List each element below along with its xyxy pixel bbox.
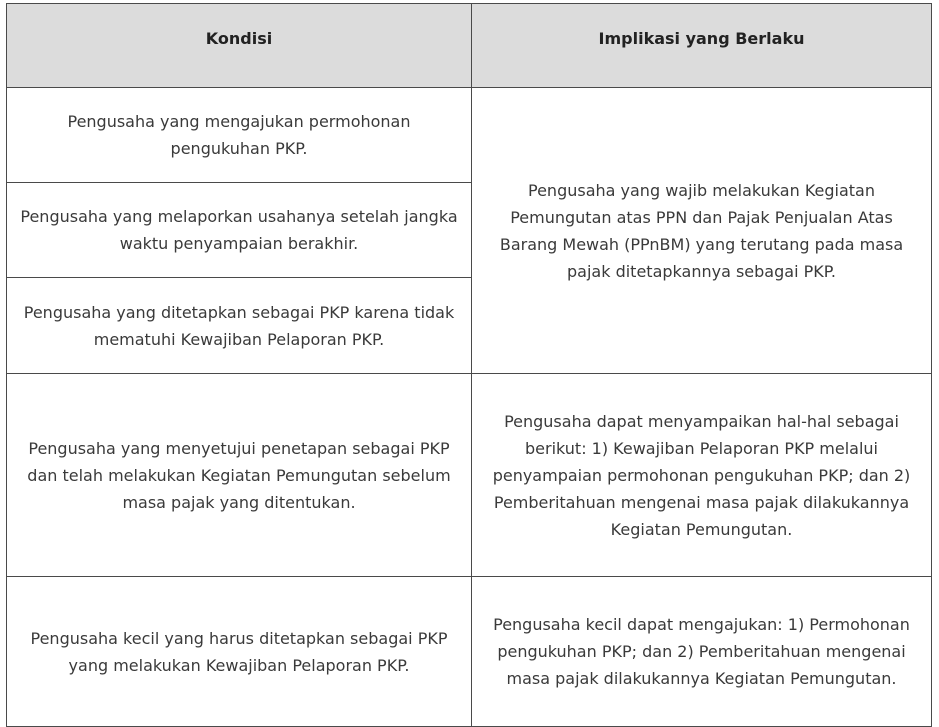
header-condition: Kondisi: [7, 4, 472, 88]
table-row: [7, 374, 932, 577]
table-row: [7, 88, 932, 183]
condition-cell: Pengusaha kecil yang harus ditetapkan sebagai PKP yang melakukan Kewajiban Pelaporan PKP.: [7, 577, 472, 727]
implication-cell: Pengusaha kecil dapat mengajukan: 1) Permohonan pengukuhan PKP; dan 2) Pemberitahuan mengenai masa pajak dilakukannya Kegiatan Pemungutan.: [472, 577, 932, 727]
header-implication: Implikasi yang Berlaku: [472, 4, 932, 88]
implication-cell: Pengusaha dapat menyampaikan hal-hal sebagai berikut: 1) Kewajiban Pelaporan PKP melalui penyampaian permohonan pengukuhan PKP; dan 2) Pemberitahuan mengenai masa pajak dilakukannya Kegiatan Pemungutan.: [472, 374, 932, 577]
condition-cell: Pengusaha yang menyetujui penetapan sebagai PKP dan telah melakukan Kegiatan Pemungutan sebelum masa pajak yang ditentukan.: [7, 374, 472, 577]
implication-cell: Pengusaha yang wajib melakukan Kegiatan Pemungutan atas PPN dan Pajak Penjualan Atas Barang Mewah (PPnBM) yang terutang pada masa pajak ditetapkannya sebagai PKP.: [472, 88, 932, 374]
condition-cell: Pengusaha yang melaporkan usahanya setelah jangka waktu penyampaian berakhir.: [7, 183, 472, 278]
table-row: [7, 577, 932, 727]
table-header-row: [7, 4, 932, 88]
condition-cell: Pengusaha yang ditetapkan sebagai PKP karena tidak mematuhi Kewajiban Pelaporan PKP.: [7, 278, 472, 374]
conditions-implications-table: [6, 3, 932, 727]
condition-cell: Pengusaha yang mengajukan permohonan pengukuhan PKP.: [7, 88, 472, 183]
